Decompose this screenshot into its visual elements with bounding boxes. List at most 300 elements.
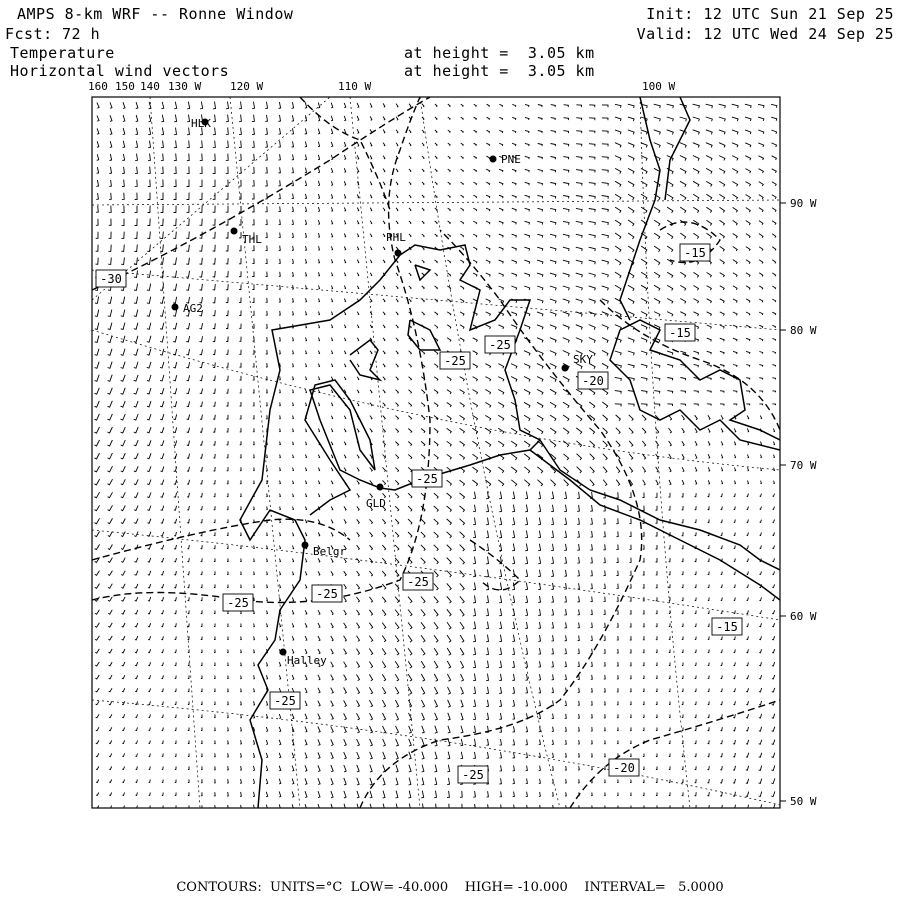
wind-vector	[538, 169, 543, 172]
wind-vector	[486, 505, 488, 512]
wind-vector	[331, 168, 332, 173]
wind-vector	[447, 609, 451, 616]
wind-vector	[577, 531, 579, 537]
wind-vector	[578, 622, 580, 627]
wind-vector	[305, 753, 307, 759]
wind-vector	[147, 219, 150, 226]
wind-vector	[524, 402, 530, 408]
wind-vector	[214, 571, 215, 574]
wind-vector	[524, 377, 530, 382]
wind-vector	[293, 481, 294, 484]
wind-vector	[227, 792, 228, 796]
wind-vector	[252, 272, 254, 277]
wind-vector	[732, 117, 738, 121]
wind-vector	[305, 520, 306, 524]
wind-vector	[395, 661, 399, 668]
wind-vector	[135, 597, 138, 601]
station-marker	[231, 228, 238, 235]
wind-vector	[396, 143, 398, 146]
wind-vector	[708, 585, 710, 588]
wind-vector	[434, 312, 437, 315]
wind-vector	[162, 767, 163, 770]
wind-vector	[447, 648, 451, 655]
wind-vector	[110, 154, 112, 161]
wind-vector	[604, 623, 606, 628]
wind-vector	[563, 273, 569, 277]
wind-vector	[226, 415, 228, 419]
wind-vector	[97, 128, 99, 134]
wind-vector	[331, 246, 332, 250]
wind-vector	[200, 284, 203, 290]
wind-vector	[603, 415, 608, 421]
wind-vector	[161, 623, 163, 627]
field-label-temperature: Temperature	[10, 44, 115, 62]
wind-vector	[564, 518, 566, 525]
wind-vector	[331, 194, 332, 198]
wind-vector	[628, 104, 634, 108]
wind-vector	[551, 596, 553, 602]
wind-vector	[448, 687, 451, 694]
wind-vector	[318, 259, 319, 263]
wind-vector	[293, 494, 294, 497]
wind-vector	[214, 753, 215, 757]
wind-vector	[135, 741, 137, 744]
wind-vector	[134, 362, 138, 368]
wind-vector	[551, 105, 556, 107]
wind-vector	[564, 609, 566, 615]
wind-vector	[253, 507, 254, 510]
wind-vector	[134, 388, 138, 394]
wind-vector	[370, 804, 372, 811]
wind-vector	[641, 404, 647, 407]
wind-vector	[641, 364, 647, 368]
wind-vector	[643, 688, 644, 691]
wind-vector	[604, 740, 605, 744]
wind-vector	[395, 623, 399, 629]
wind-vector	[695, 792, 697, 796]
wind-vector	[512, 518, 514, 525]
wind-vector	[538, 518, 540, 525]
wind-vector	[552, 648, 554, 654]
wind-vector	[279, 714, 280, 719]
wind-vector	[369, 597, 372, 602]
wind-vector	[734, 428, 736, 432]
wind-vector	[253, 779, 255, 784]
wind-vector	[188, 792, 189, 795]
wind-vector	[409, 156, 411, 159]
wind-vector	[395, 493, 398, 498]
wind-vector	[473, 791, 475, 797]
wind-vector	[577, 505, 579, 512]
wind-vector	[279, 766, 281, 771]
wind-vector	[122, 649, 125, 653]
wind-vector	[318, 520, 320, 524]
wind-vector	[656, 545, 657, 549]
wind-vector	[473, 752, 475, 758]
wind-vector	[421, 622, 425, 629]
wind-vector	[473, 351, 478, 355]
wind-vector	[109, 740, 112, 743]
wind-vector	[499, 635, 501, 642]
wind-vector	[563, 312, 569, 317]
wind-vector	[576, 196, 582, 199]
wind-vector	[279, 804, 281, 810]
wind-vector	[473, 596, 475, 603]
wind-vector	[734, 520, 736, 523]
wind-vector	[160, 375, 164, 381]
wind-vector	[499, 104, 502, 106]
wind-vector	[447, 493, 452, 499]
wind-vector	[746, 662, 748, 665]
wind-vector	[512, 260, 517, 264]
wind-vector	[602, 144, 608, 147]
wind-vector	[408, 661, 412, 668]
wind-vector	[279, 193, 281, 198]
wind-vector	[175, 741, 176, 744]
wind-vector	[279, 272, 281, 277]
wind-vector	[669, 689, 670, 692]
wind-vector	[293, 468, 294, 471]
wind-vector	[95, 336, 99, 343]
wind-vector	[538, 622, 540, 628]
wind-vector	[486, 739, 488, 745]
wind-vector	[134, 375, 138, 381]
wind-vector	[486, 622, 488, 629]
wind-vector	[136, 767, 138, 770]
wind-vector	[383, 130, 385, 134]
wind-vector	[473, 518, 475, 525]
wind-vector	[227, 572, 228, 575]
wind-vector	[134, 297, 138, 304]
wind-vector	[460, 260, 463, 263]
wind-vector	[173, 323, 177, 329]
wind-vector	[227, 585, 228, 588]
wind-vector	[604, 610, 606, 615]
wind-vector	[682, 689, 683, 692]
wind-vector	[422, 765, 424, 772]
wind-vector	[759, 195, 763, 199]
wind-vector	[422, 260, 424, 263]
contour-label: -15	[669, 326, 691, 340]
wind-vector	[134, 506, 138, 511]
wind-vector	[292, 766, 294, 772]
wind-vector	[201, 558, 203, 561]
station-label: PHL	[386, 231, 406, 244]
wind-vector	[383, 791, 385, 799]
wind-vector	[175, 676, 177, 679]
wind-vector	[108, 349, 112, 356]
wind-vector	[160, 323, 164, 329]
lat-tick-label: 80 W	[790, 324, 817, 337]
wind-vector	[240, 559, 241, 562]
wind-vector	[771, 804, 775, 809]
wind-vector	[382, 636, 386, 642]
wind-vector	[227, 701, 228, 704]
wind-vector	[772, 753, 775, 758]
wind-vector	[421, 416, 425, 420]
wind-vector	[161, 115, 163, 122]
wind-vector	[94, 427, 99, 433]
wind-vector	[435, 130, 437, 133]
wind-vector	[748, 481, 749, 484]
wind-vector	[408, 519, 412, 524]
wind-vector	[733, 779, 736, 783]
contour-label: -20	[582, 374, 604, 388]
wind-vector	[148, 649, 150, 652]
wind-vector	[448, 104, 450, 107]
wind-vector	[524, 441, 530, 447]
wind-vector	[240, 624, 241, 627]
wind-vector	[682, 415, 685, 420]
wind-vector	[772, 378, 775, 380]
wind-vector	[279, 623, 280, 627]
wind-vector	[396, 338, 398, 341]
wind-vector	[174, 102, 176, 109]
wind-vector	[344, 675, 347, 681]
wind-vector	[578, 753, 579, 757]
wind-vector	[357, 519, 360, 523]
wind-vector	[357, 662, 360, 668]
wind-vector	[213, 128, 215, 135]
wind-vector	[643, 780, 644, 783]
wind-vector	[408, 610, 412, 616]
contour-label: -15	[716, 620, 738, 634]
wind-vector	[538, 609, 540, 616]
wind-vector	[460, 791, 462, 797]
wind-vector	[563, 441, 568, 447]
wind-vector	[266, 598, 267, 601]
wind-vector	[447, 441, 452, 446]
wind-vector	[121, 427, 126, 433]
station-label: HLK	[191, 117, 211, 130]
wind-vector	[435, 169, 437, 172]
wind-vector	[279, 207, 281, 212]
wind-vector	[110, 102, 112, 108]
wind-vector	[253, 415, 254, 419]
wind-vector	[266, 753, 268, 758]
wind-vector	[318, 285, 319, 289]
wind-vector	[721, 688, 723, 691]
wind-vector	[305, 494, 306, 497]
wind-vector	[409, 765, 411, 772]
wind-vector	[747, 416, 749, 420]
wind-vector	[656, 597, 657, 601]
wind-vector	[422, 234, 424, 237]
wind-vector	[201, 728, 202, 731]
wind-vector	[656, 754, 657, 757]
wind-vector	[305, 128, 307, 134]
wind-vector	[252, 154, 254, 160]
wind-vector	[537, 195, 542, 198]
wind-vector	[305, 507, 306, 510]
wind-vector	[305, 102, 307, 108]
wind-vector	[604, 766, 605, 769]
wind-vector	[682, 702, 683, 705]
wind-vector	[695, 663, 696, 666]
wind-vector	[149, 793, 151, 796]
wind-vector	[383, 221, 385, 224]
wind-vector	[460, 338, 464, 342]
wind-vector	[603, 441, 608, 447]
wind-vector	[485, 390, 490, 395]
wind-vector	[720, 391, 724, 393]
wind-vector	[409, 351, 412, 354]
wind-vector	[369, 571, 372, 576]
wind-vector	[148, 180, 150, 187]
lat-tick-label: 90 W	[790, 197, 817, 210]
wind-vector	[357, 260, 359, 263]
wind-vector	[461, 117, 464, 120]
wind-vector	[135, 727, 137, 730]
wind-vector	[408, 545, 412, 551]
wind-vector	[746, 221, 750, 226]
wind-vector	[357, 455, 359, 459]
wind-vector	[292, 429, 293, 432]
wind-vector	[616, 505, 618, 511]
wind-vector	[617, 793, 618, 796]
wind-vector	[213, 454, 215, 458]
wind-vector	[252, 219, 254, 225]
wind-vector	[134, 519, 138, 524]
wind-vector	[576, 389, 582, 395]
contour-label: -25	[407, 575, 429, 589]
wind-vector	[669, 480, 671, 485]
wind-vector	[435, 117, 437, 120]
wind-vector	[187, 428, 190, 433]
wind-vector	[357, 726, 360, 733]
wind-vector	[733, 753, 735, 757]
wind-vector	[499, 687, 501, 694]
wind-vector	[134, 453, 138, 459]
wind-vector	[487, 130, 490, 133]
wind-vector	[213, 467, 215, 471]
wind-vector	[292, 141, 294, 147]
wind-vector	[669, 779, 670, 782]
wind-vector	[682, 545, 683, 549]
wind-vector	[226, 297, 228, 302]
wind-vector	[564, 557, 566, 563]
wind-vector	[473, 583, 475, 590]
wind-vector	[615, 143, 621, 148]
wind-vector	[200, 415, 202, 420]
wind-vector	[279, 285, 281, 289]
wind-vector	[96, 206, 98, 212]
wind-vector	[344, 429, 346, 432]
wind-vector	[175, 715, 176, 718]
wind-vector	[278, 115, 280, 121]
wind-vector	[395, 532, 399, 537]
wind-vector	[447, 545, 452, 551]
wind-vector	[733, 260, 737, 264]
wind-vector	[485, 402, 490, 407]
wind-vector	[213, 323, 216, 328]
wind-vector	[357, 636, 360, 642]
wind-vector	[435, 234, 438, 237]
wind-vector	[615, 404, 621, 407]
wind-vector	[694, 404, 699, 406]
wind-vector	[318, 220, 319, 224]
wind-vector	[396, 221, 398, 224]
wind-vector	[654, 117, 661, 121]
wind-vector	[266, 311, 268, 315]
wind-vector	[201, 519, 203, 523]
wind-vector	[733, 325, 737, 328]
wind-vector	[434, 364, 438, 368]
wind-vector	[669, 558, 670, 562]
wind-vector	[434, 635, 438, 642]
wind-vector	[174, 558, 176, 562]
wind-vector	[563, 325, 569, 330]
wind-vector	[161, 193, 163, 200]
wind-vector	[486, 247, 490, 250]
wind-vector	[630, 610, 631, 614]
wind-vector	[524, 480, 529, 486]
wind-vector	[121, 505, 125, 510]
wind-vector	[486, 169, 489, 172]
wind-vector	[447, 519, 452, 525]
wind-vector	[460, 545, 465, 552]
wind-vector	[772, 610, 774, 613]
wind-vector	[279, 415, 280, 418]
wind-vector	[396, 739, 399, 746]
wind-vector	[279, 246, 281, 251]
wind-vector	[318, 455, 319, 458]
wind-vector	[108, 323, 112, 330]
wind-vector	[499, 726, 501, 732]
wind-vector	[603, 544, 605, 550]
wind-vector	[512, 195, 516, 198]
wind-vector	[279, 429, 280, 432]
wind-vector	[499, 648, 501, 655]
wind-vector	[318, 533, 320, 537]
wind-vector	[265, 232, 267, 237]
wind-vector	[654, 220, 660, 226]
wind-vector	[630, 623, 631, 627]
wind-vector	[524, 454, 530, 460]
wind-vector	[318, 298, 319, 302]
wind-vector	[136, 115, 138, 122]
wind-vector	[383, 403, 385, 406]
wind-vector	[253, 585, 254, 588]
wind-vector	[539, 700, 541, 705]
wind-vector	[591, 766, 592, 770]
wind-vector	[383, 117, 385, 121]
wind-vector	[292, 403, 293, 406]
wind-vector	[628, 298, 634, 304]
wind-vector	[460, 428, 465, 433]
wind-vector	[227, 624, 228, 627]
wind-vector	[331, 351, 332, 354]
wind-vector	[396, 713, 399, 720]
wind-vector	[279, 585, 280, 588]
wind-vector	[108, 362, 113, 369]
wind-vector	[306, 377, 307, 380]
wind-vector	[680, 194, 686, 200]
wind-vector	[617, 597, 619, 602]
wind-vector	[628, 143, 634, 148]
wind-vector	[266, 701, 267, 705]
wind-vector	[746, 182, 751, 186]
wind-vector	[122, 714, 125, 717]
wind-vector	[134, 558, 138, 562]
wind-vector	[200, 206, 203, 213]
wind-vector	[576, 247, 582, 251]
wind-vector	[551, 144, 556, 147]
wind-vector	[707, 404, 711, 406]
wind-vector	[357, 804, 359, 811]
wind-vector	[669, 636, 670, 639]
wind-vector	[96, 245, 99, 252]
